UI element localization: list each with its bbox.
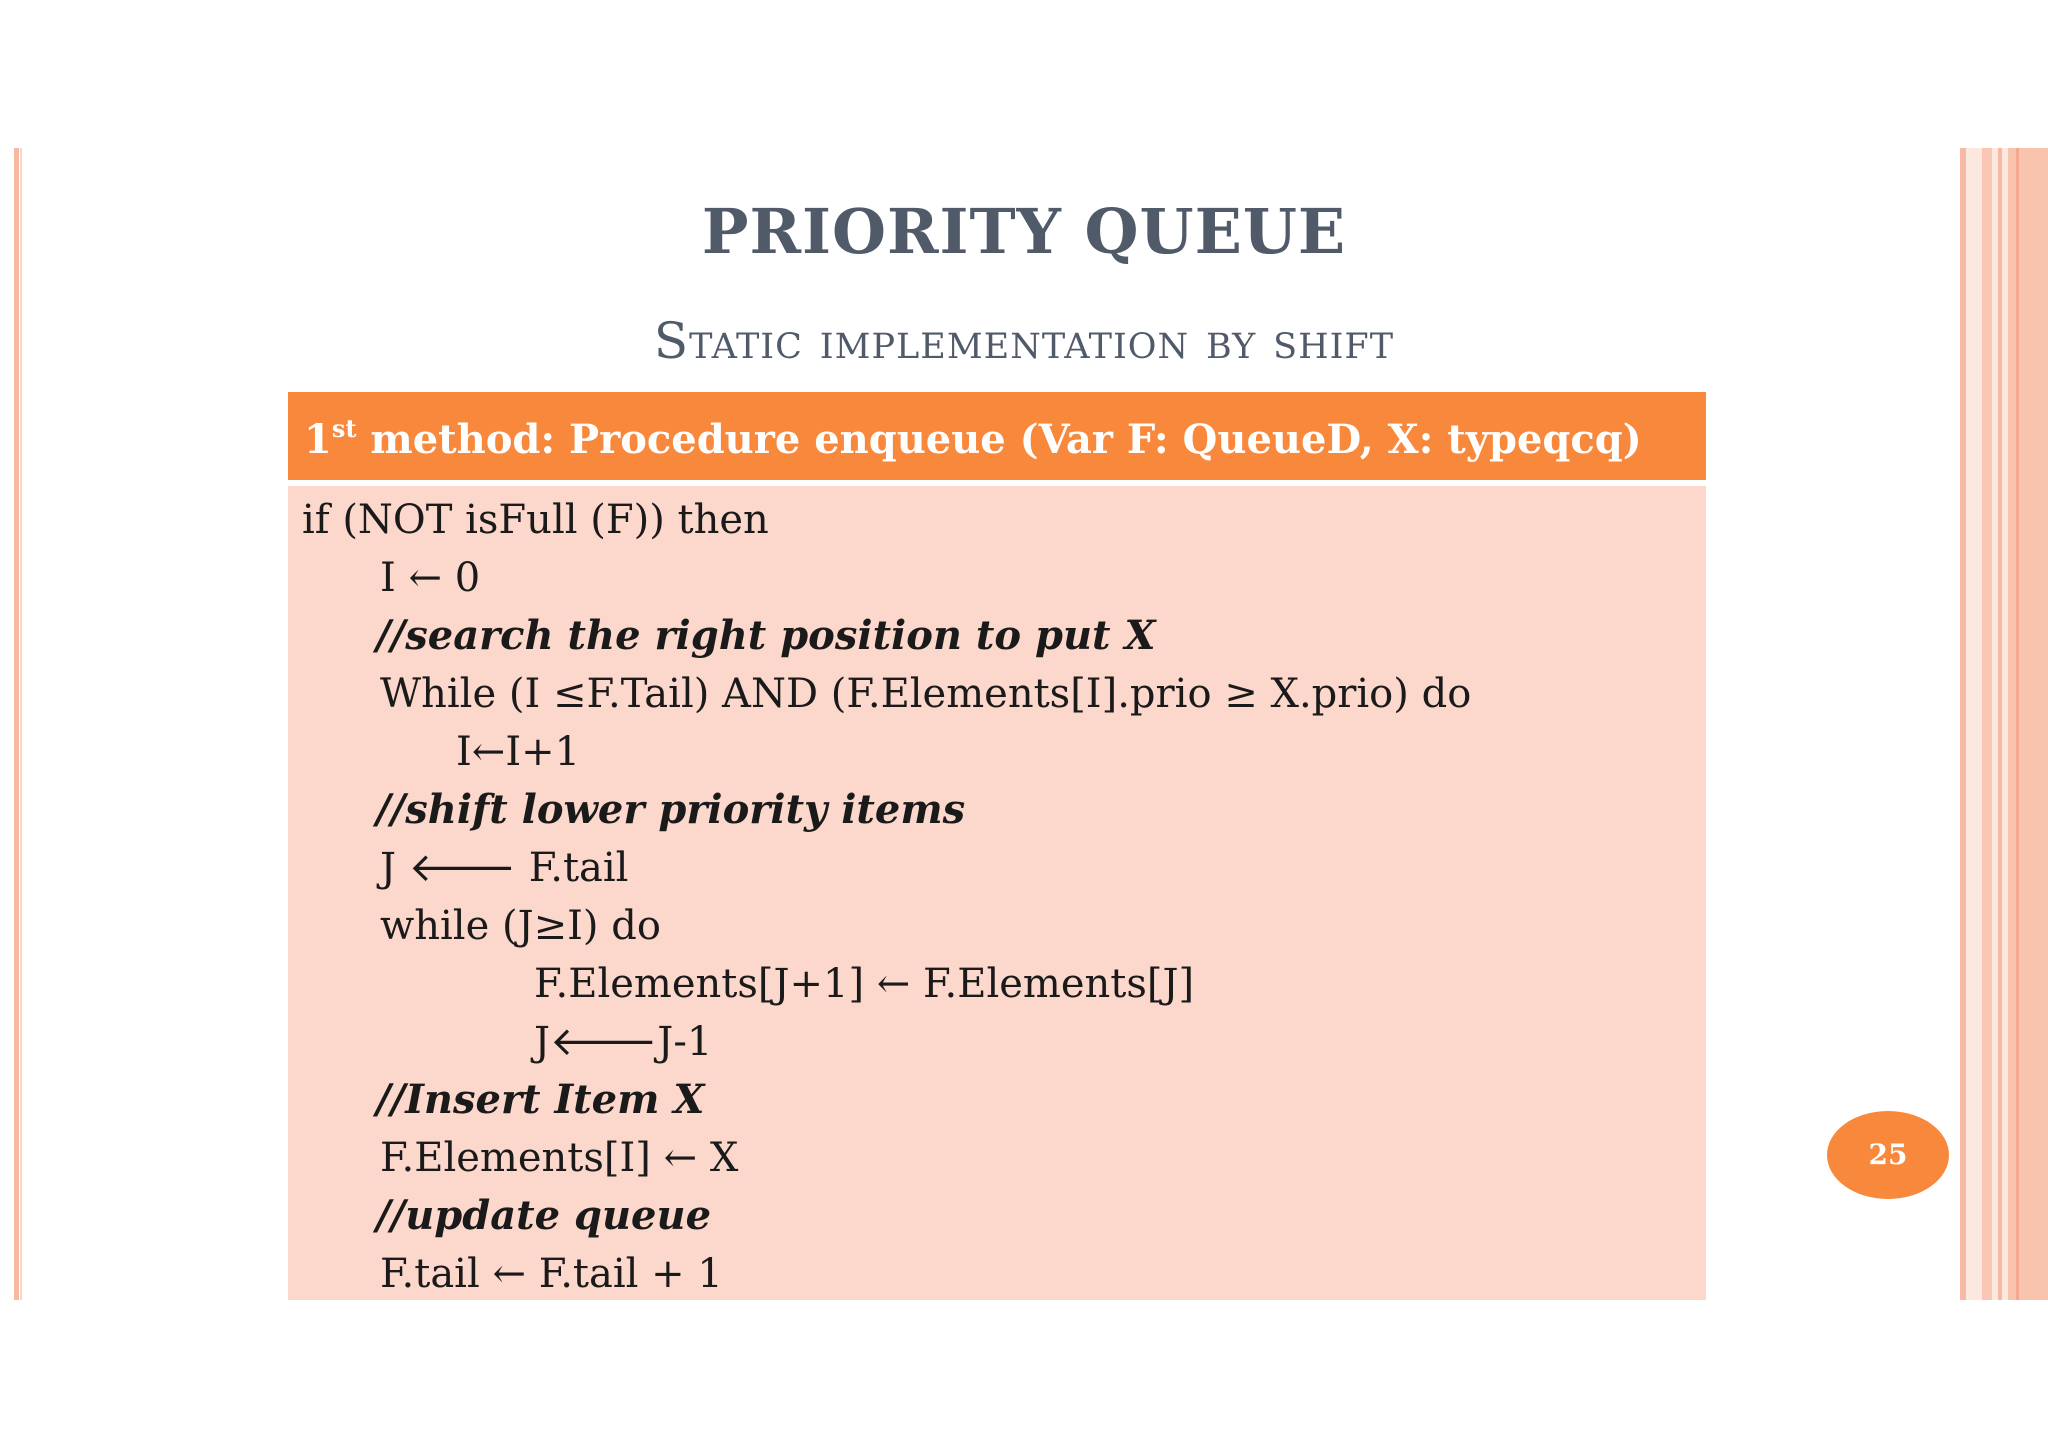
header-superscript: st xyxy=(331,414,357,443)
slide-title: PRIORITY QUEUE xyxy=(701,195,1347,268)
header-label: method: Procedure enqueue (Var F: QueueD, X: typeqcq) xyxy=(356,416,1642,463)
code-line: F.Elements[J+1] ← F.Elements[J] xyxy=(534,961,1195,1007)
code-comment: //search the right position to put X xyxy=(376,612,1156,659)
code-comment: //Insert Item X xyxy=(376,1076,705,1123)
code-line: I←I+1 xyxy=(456,729,581,775)
code-line: F.tail ← F.tail + 1 xyxy=(380,1251,723,1297)
header-prefix: 1 xyxy=(304,416,332,463)
page-number-badge: 25 xyxy=(1827,1111,1949,1199)
code-line: while (J≥I) do xyxy=(380,903,661,949)
code-line: J 🡐 F.tail xyxy=(380,845,629,891)
method-header-text xyxy=(304,414,1642,463)
code-line: I ← 0 xyxy=(380,555,481,601)
code-line: While (I ≤F.Tail) AND (F.Elements[I].prio ≥ X.prio) do xyxy=(380,671,1472,717)
code-line: F.Elements[I] ← X xyxy=(380,1135,739,1181)
code-comment: //update queue xyxy=(376,1192,712,1239)
code-comment: //shift lower priority items xyxy=(376,786,966,833)
slide-subtitle: Static implementation by shift xyxy=(653,312,1395,370)
code-line: J🡐J-1 xyxy=(534,1019,713,1065)
code-panel xyxy=(288,486,1706,1300)
code-line: if (NOT isFull (F)) then xyxy=(302,497,769,543)
method-header-bar xyxy=(288,392,1706,480)
